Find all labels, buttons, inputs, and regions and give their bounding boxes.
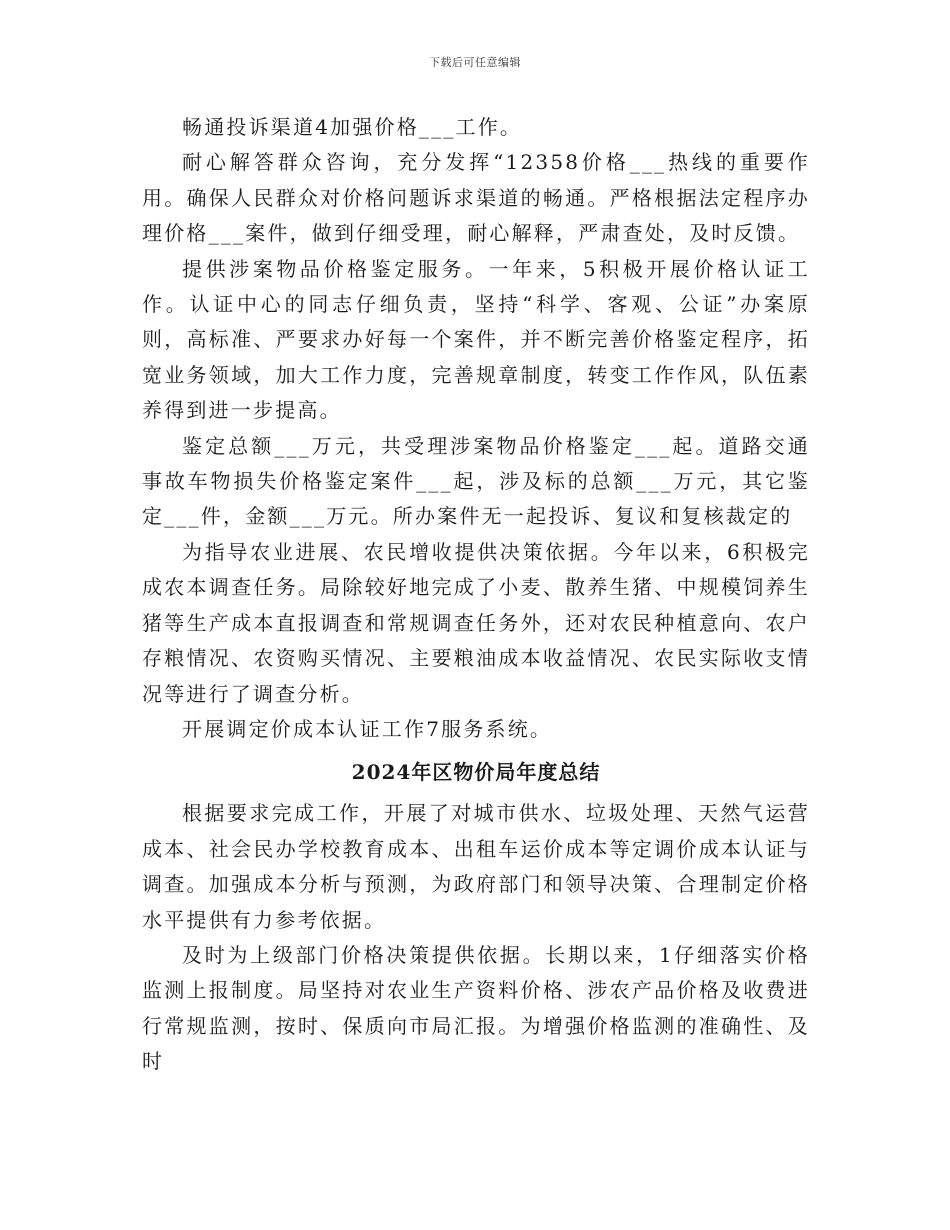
paragraph-complaint-channel: 畅通投诉渠道4加强价格___工作。	[182, 115, 523, 139]
paragraph-cost-survey: 根据要求完成工作，开展了对城市供水、垃圾处理、天然气运营成本、社会民办学校教育成本、出租车运价成本等定调价成本认证与调查。加强成本分析与预测，为政府部门和领导决策、合理制定价格水平提供有力参考依据。	[142, 801, 810, 932]
document-body	[142, 110, 810, 1080]
paragraph-hotline: 耐心解答群众咨询，充分发挥“12358价格___热线的重要作用。确保人民群众对价格问题诉求渠道的畅通。严格根据法定程序办理价格___案件，做到仔细受理，耐心解释，严肃查处，及时反馈。	[142, 150, 810, 246]
header-note: 下载后可任意编辑	[429, 56, 521, 69]
paragraph-price-monitoring: 及时为上级部门价格决策提供依据。长期以来，1仔细落实价格监测上报制度。局坚持对农业生产资料价格、涉农产品价格及收费进行常规监测，按时、保质向市局汇报。为增强价格监测的准确性、及时	[142, 942, 810, 1074]
paragraph-appraisal-totals: 鉴定总额___万元，共受理涉案物品价格鉴定___起。道路交通事故车物损失价格鉴定案件___起，涉及标的总额___万元，其它鉴定___件，金额___万元。所办案件无一起投诉、复议和复核裁定的	[142, 433, 810, 529]
paragraph-cost-certification: 开展调定价成本认证工作7服务系统。	[182, 716, 553, 741]
paragraph-price-appraisal: 提供涉案物品价格鉴定服务。一年来，5积极开展价格认证工作。认证中心的同志仔细负责，坚持“科学、客观、公证”办案原则，高标准、严要求办好每一个案件，并不断完善价格鉴定程序，拓宽业务领域，加大工作力度，完善规章制度，转变工作作风，队伍素养得到进一步提高。	[142, 256, 810, 423]
section-title: 2024年区物价局年度总结	[351, 760, 601, 785]
paragraph-agriculture: 为指导农业进展、农民增收提供决策依据。今年以来，6积极完成农本调查任务。局除较好地完成了小麦、散养生猪、中规模饲养生猪等生产成本直报调查和常规调查任务外，还对农民种植意向、农户存粮情况、农资购买情况、主要粮油成本收益情况、农民实际收支情况等进行了调查分析。	[142, 539, 810, 706]
